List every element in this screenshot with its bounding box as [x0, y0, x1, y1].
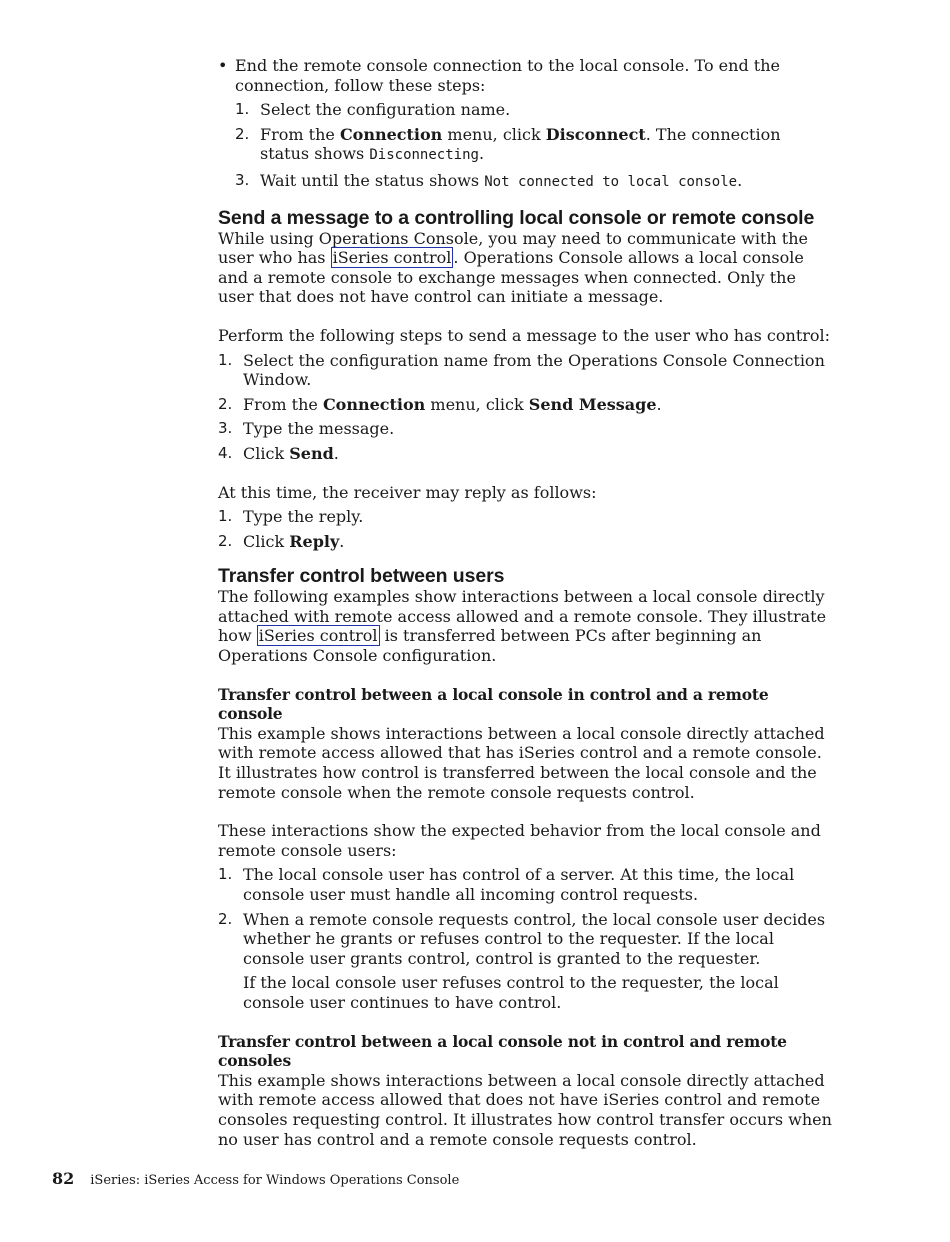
subsection-heading: Transfer control between a local console in control and a remote console	[218, 684, 769, 724]
list-item: 3. Wait until the status shows Not connected to local console.	[235, 170, 743, 190]
list-item: 4. Click Send.	[218, 443, 339, 463]
bullet-item	[218, 56, 834, 193]
iseries-control-link[interactable]: iSeries control	[258, 626, 378, 646]
paragraph: These interactions show the expected behavior from the local console and remote console users:	[218, 821, 821, 860]
list-item: 1. The local console user has control of a server. At this time, the local console user must handle all incoming control requests.	[218, 865, 795, 904]
section-heading: Transfer control between users	[218, 565, 505, 588]
status-code: Disconnecting	[369, 147, 479, 164]
list-item: 1. Select the configuration name from the Operations Console Connection Window.	[218, 350, 825, 390]
page-footer	[52, 1169, 459, 1188]
list-item: 2. Click Reply.	[218, 531, 345, 551]
page-number: 82	[52, 1169, 75, 1188]
page-body	[218, 56, 834, 1149]
paragraph: At this time, the receiver may reply as follows:	[218, 482, 597, 502]
list-item: 3. Type the message.	[218, 419, 395, 439]
paragraph: While using Operations Console, you may need to communicate with the user who has iSeries control . Operations Console allows a local console and a remote console to exchange messages when connected. Only the user that does not have control can initiate a message.	[218, 228, 808, 307]
paragraph: Perform the following steps to send a message to the user who has control:	[218, 325, 831, 345]
paragraph: The following examples show interactions between a local console directly attached with remote access allowed and a remote console. They illustrate how iSeries control is transferred between PCs after beginning an Operations Console configuration.	[218, 587, 827, 666]
list-item: 2. From the Connection menu, click Disconnect. The connection status shows Disconnecting.	[235, 124, 781, 164]
paragraph: This example shows interactions between a local console directly attached with remote access allowed that does not have iSeries control and remote consoles requesting control. It illustrates how control transfer occurs when no user has control and a remote console requests control.	[218, 1070, 832, 1149]
list-item-extra: If the local console user refuses control to the requester, the local console user continues to have control.	[243, 973, 779, 1012]
list-item: 1. Type the reply.	[218, 507, 364, 527]
subsection-heading: Transfer control between a local console not in control and remote consoles	[218, 1031, 787, 1071]
list-item: 1. Select the configuration name.	[235, 100, 511, 120]
status-code: Not connected to local console	[484, 173, 738, 190]
list-item: 2. When a remote console requests control, the local console user decides whether he grants or refuses control to the requester. If the local console user grants control, control is granted to the requester. If the local console user refuses control to the requester, the local console user continues to have control.	[218, 910, 834, 1013]
bullet-text: End the remote console connection to the local console. To end the connection, follow these steps:	[235, 56, 780, 95]
send-message-steps	[218, 351, 834, 464]
paragraph: This example shows interactions between a local console directly attached with remote access allowed that has iSeries control and a remote console. It illustrates how control is transferred between the local console and the remote console when the remote console requests control.	[218, 723, 825, 802]
bullet-mark: •	[218, 56, 228, 75]
reply-steps	[218, 507, 834, 551]
list-item: 2. From the Connection menu, click Send Message.	[218, 394, 662, 414]
footer-title: iSeries: iSeries Access for Windows Operations Console	[90, 1173, 460, 1188]
iseries-control-link[interactable]: iSeries control	[332, 248, 452, 268]
end-connection-steps	[235, 100, 834, 192]
section-heading: Send a message to a controlling local console or remote console	[218, 206, 815, 229]
transfer-steps	[218, 865, 834, 1012]
